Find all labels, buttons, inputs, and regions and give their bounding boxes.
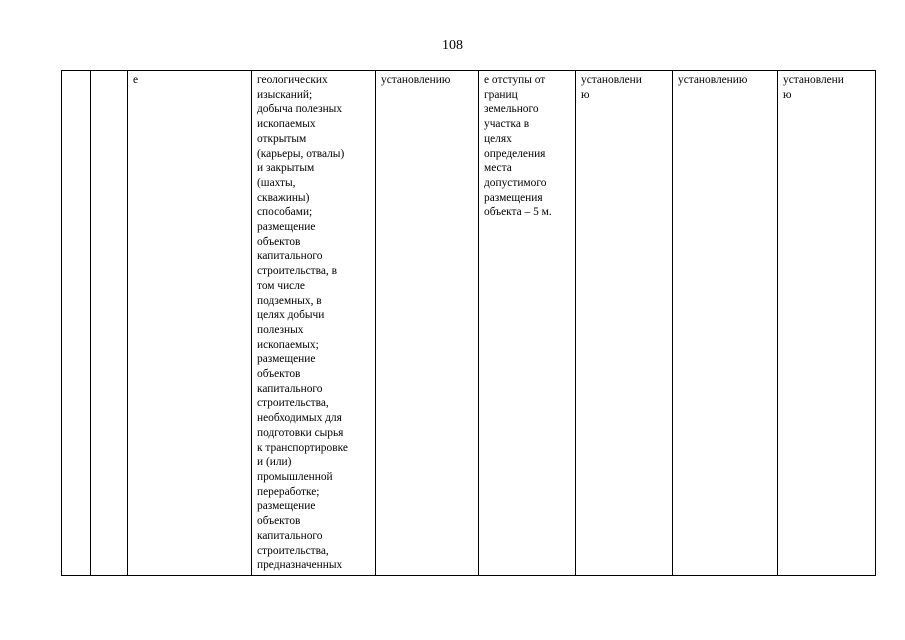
table-cell-number: [62, 71, 91, 576]
table-row: [62, 71, 876, 576]
table-cell-setbacks: е отступы от границ земельного участка в целях определения места допустимого размещения объекта – 5 м.: [479, 71, 576, 576]
table-cell-code: [91, 71, 128, 576]
table-cell-min-size: установлению: [376, 71, 479, 576]
table-cell-max-floors: установлени ю: [576, 71, 673, 576]
table-cell-other: установлени ю: [778, 71, 876, 576]
table-cell-max-coverage: установлению: [673, 71, 778, 576]
page-number: 108: [442, 38, 463, 53]
table-cell-name: е: [128, 71, 252, 576]
regulations-table: [61, 70, 876, 576]
table-cell-description: геологических изысканий; добыча полезных ископаемых открытым (карьеры, отвалы) и закрытым (шахты, скважины) способами; размещение объектов капитального строительства, в том числе подземных, в целях добычи полезных ископаемых; размещение объектов капитального строительства, необходимых для подготовки сырья к транспортировке и (или) промышленной переработке; размещение объектов капитального строительства, предназначенных: [252, 71, 376, 576]
